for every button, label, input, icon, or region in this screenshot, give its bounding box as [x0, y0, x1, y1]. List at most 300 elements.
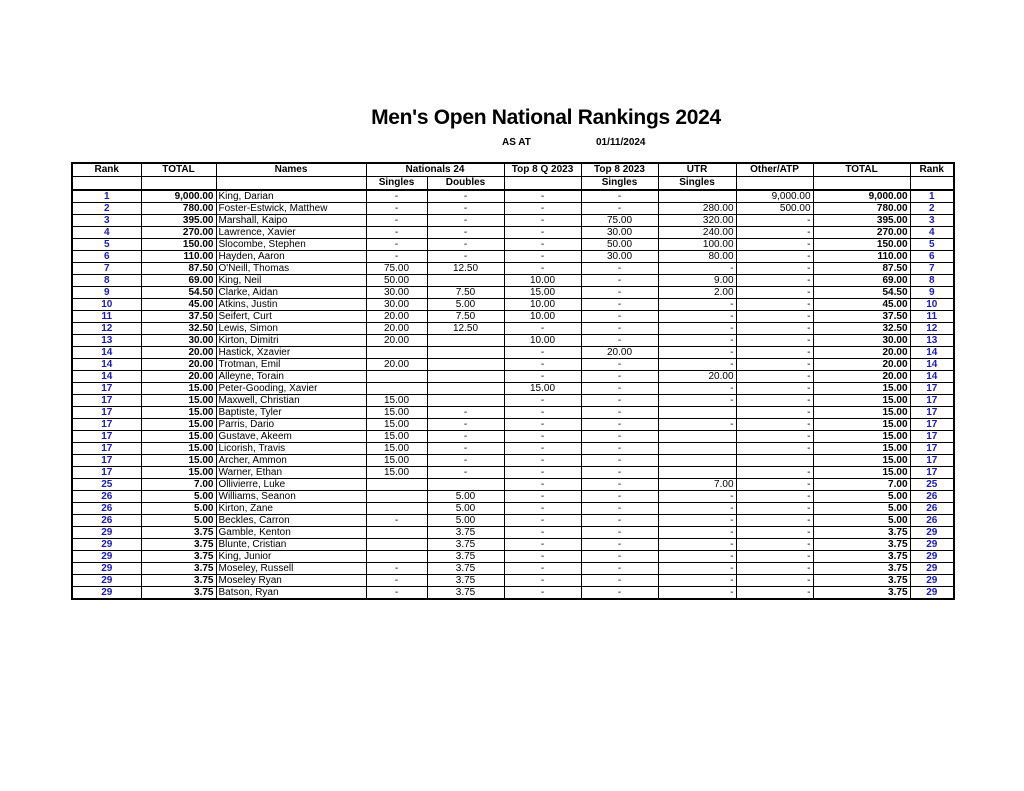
nat-doubles-cell: -: [427, 203, 504, 215]
nat-singles-cell: -: [366, 203, 427, 215]
rank-cell: 29: [72, 539, 141, 551]
top8-cell: 50.00: [581, 239, 658, 251]
total-cell: 45.00: [141, 299, 216, 311]
rank-cell: 17: [72, 419, 141, 431]
top8-cell: -: [581, 515, 658, 527]
rankings-table: [71, 162, 955, 600]
other-cell: -: [736, 263, 813, 275]
top8-cell: -: [581, 287, 658, 299]
top8q-cell: -: [504, 395, 581, 407]
total-2-cell: 87.50: [813, 263, 910, 275]
rank-cell: 11: [72, 311, 141, 323]
rank-2-cell: 14: [910, 371, 954, 383]
rank-2-cell: 1: [910, 190, 954, 203]
total-cell: 15.00: [141, 395, 216, 407]
total-cell: 3.75: [141, 539, 216, 551]
table-row: [72, 563, 954, 575]
top8q-cell: 15.00: [504, 383, 581, 395]
nat-doubles-cell: [427, 479, 504, 491]
nat-doubles-cell: -: [427, 419, 504, 431]
table-row: [72, 275, 954, 287]
other-cell: [736, 455, 813, 467]
rank-cell: 17: [72, 443, 141, 455]
top8-cell: -: [581, 455, 658, 467]
rank-2-cell: 17: [910, 431, 954, 443]
nat-singles-cell: [366, 539, 427, 551]
top8q-cell: -: [504, 239, 581, 251]
other-cell: -: [736, 419, 813, 431]
rank-cell: 25: [72, 479, 141, 491]
table-row: [72, 479, 954, 491]
rank-2-cell: 7: [910, 263, 954, 275]
utr-cell: 240.00: [658, 227, 736, 239]
utr-cell: [658, 455, 736, 467]
total-2-cell: 3.75: [813, 587, 910, 600]
rank-cell: 5: [72, 239, 141, 251]
header-total-2: TOTAL: [813, 163, 910, 177]
header-utr: UTR: [658, 163, 736, 177]
name-cell: Williams, Seanon: [216, 491, 366, 503]
utr-cell: -: [658, 587, 736, 600]
nat-singles-cell: [366, 527, 427, 539]
rank-cell: 6: [72, 251, 141, 263]
nat-singles-cell: 30.00: [366, 287, 427, 299]
other-cell: -: [736, 215, 813, 227]
top8-cell: -: [581, 395, 658, 407]
top8-cell: -: [581, 311, 658, 323]
other-cell: -: [736, 587, 813, 600]
rank-cell: 14: [72, 347, 141, 359]
name-cell: Atkins, Justin: [216, 299, 366, 311]
other-cell: -: [736, 563, 813, 575]
total-cell: 5.00: [141, 503, 216, 515]
nat-singles-cell: 20.00: [366, 323, 427, 335]
table-row: [72, 371, 954, 383]
top8q-cell: -: [504, 407, 581, 419]
top8q-cell: -: [504, 587, 581, 600]
nat-doubles-cell: 12.50: [427, 263, 504, 275]
page-title: Men's Open National Rankings 2024: [371, 106, 721, 129]
nat-doubles-cell: -: [427, 407, 504, 419]
total-2-cell: 5.00: [813, 503, 910, 515]
name-cell: Marshall, Kaipo: [216, 215, 366, 227]
table-row: [72, 467, 954, 479]
other-cell: -: [736, 299, 813, 311]
utr-cell: -: [658, 551, 736, 563]
rank-2-cell: 29: [910, 551, 954, 563]
top8-cell: -: [581, 359, 658, 371]
top8-cell: -: [581, 587, 658, 600]
name-cell: Moseley Ryan: [216, 575, 366, 587]
top8-cell: 30.00: [581, 227, 658, 239]
total-2-cell: 20.00: [813, 371, 910, 383]
top8q-cell: -: [504, 563, 581, 575]
utr-cell: [658, 431, 736, 443]
top8-cell: -: [581, 419, 658, 431]
nat-singles-cell: -: [366, 215, 427, 227]
name-cell: Lawrence, Xavier: [216, 227, 366, 239]
top8q-cell: -: [504, 215, 581, 227]
total-cell: 20.00: [141, 371, 216, 383]
nat-singles-cell: 15.00: [366, 419, 427, 431]
utr-cell: -: [658, 575, 736, 587]
rank-cell: 14: [72, 371, 141, 383]
top8q-cell: -: [504, 575, 581, 587]
utr-cell: -: [658, 515, 736, 527]
total-2-cell: 150.00: [813, 239, 910, 251]
utr-cell: [658, 443, 736, 455]
header-rank: Rank: [72, 163, 141, 177]
total-2-cell: 15.00: [813, 467, 910, 479]
top8q-cell: -: [504, 479, 581, 491]
top8-cell: -: [581, 203, 658, 215]
top8q-cell: -: [504, 419, 581, 431]
total-cell: 15.00: [141, 443, 216, 455]
nat-singles-cell: 50.00: [366, 275, 427, 287]
top8-cell: 30.00: [581, 251, 658, 263]
table-row: [72, 575, 954, 587]
subheader-top8-singles: Singles: [581, 177, 658, 191]
top8q-cell: -: [504, 263, 581, 275]
nat-doubles-cell: [427, 275, 504, 287]
nat-singles-cell: -: [366, 563, 427, 575]
top8q-cell: 10.00: [504, 311, 581, 323]
name-cell: Clarke, Aidan: [216, 287, 366, 299]
utr-cell: [658, 407, 736, 419]
other-cell: -: [736, 575, 813, 587]
nat-doubles-cell: 5.00: [427, 491, 504, 503]
nat-singles-cell: 15.00: [366, 467, 427, 479]
total-2-cell: 3.75: [813, 575, 910, 587]
nat-doubles-cell: [427, 383, 504, 395]
nat-doubles-cell: -: [427, 190, 504, 203]
total-2-cell: 15.00: [813, 407, 910, 419]
table-row: [72, 431, 954, 443]
subheader-row: [72, 177, 954, 191]
rank-2-cell: 17: [910, 383, 954, 395]
total-2-cell: 15.00: [813, 431, 910, 443]
rank-cell: 8: [72, 275, 141, 287]
top8-cell: -: [581, 467, 658, 479]
rank-cell: 29: [72, 551, 141, 563]
table-row: [72, 359, 954, 371]
top8q-cell: -: [504, 455, 581, 467]
rank-cell: 26: [72, 515, 141, 527]
rank-2-cell: 17: [910, 407, 954, 419]
nat-doubles-cell: -: [427, 239, 504, 251]
total-2-cell: 20.00: [813, 347, 910, 359]
total-2-cell: 3.75: [813, 539, 910, 551]
total-cell: 54.50: [141, 287, 216, 299]
header-names: Names: [216, 163, 366, 177]
utr-cell: -: [658, 383, 736, 395]
total-cell: 15.00: [141, 431, 216, 443]
name-cell: O'Neill, Thomas: [216, 263, 366, 275]
nat-singles-cell: 15.00: [366, 395, 427, 407]
name-cell: Warner, Ethan: [216, 467, 366, 479]
top8q-cell: 10.00: [504, 335, 581, 347]
top8q-cell: -: [504, 539, 581, 551]
rank-cell: 9: [72, 287, 141, 299]
rank-2-cell: 8: [910, 275, 954, 287]
top8-cell: -: [581, 299, 658, 311]
nat-doubles-cell: -: [427, 227, 504, 239]
table-row: [72, 215, 954, 227]
other-cell: -: [736, 491, 813, 503]
rank-cell: 14: [72, 359, 141, 371]
total-2-cell: 15.00: [813, 395, 910, 407]
nat-singles-cell: 20.00: [366, 311, 427, 323]
rank-cell: 17: [72, 383, 141, 395]
rank-cell: 1: [72, 190, 141, 203]
total-cell: 15.00: [141, 419, 216, 431]
name-cell: Parris, Dario: [216, 419, 366, 431]
nat-singles-cell: [366, 491, 427, 503]
total-2-cell: 37.50: [813, 311, 910, 323]
utr-cell: -: [658, 563, 736, 575]
rank-cell: 12: [72, 323, 141, 335]
rank-2-cell: 26: [910, 491, 954, 503]
nat-doubles-cell: [427, 335, 504, 347]
name-cell: Hastick, Xzavier: [216, 347, 366, 359]
rank-2-cell: 9: [910, 287, 954, 299]
nat-singles-cell: -: [366, 251, 427, 263]
top8-cell: -: [581, 431, 658, 443]
total-2-cell: 15.00: [813, 419, 910, 431]
total-cell: 7.00: [141, 479, 216, 491]
rank-2-cell: 29: [910, 539, 954, 551]
nat-singles-cell: -: [366, 239, 427, 251]
total-cell: 30.00: [141, 335, 216, 347]
utr-cell: -: [658, 311, 736, 323]
other-cell: -: [736, 371, 813, 383]
top8-cell: -: [581, 371, 658, 383]
utr-cell: -: [658, 299, 736, 311]
header-rank-2: Rank: [910, 163, 954, 177]
rank-2-cell: 11: [910, 311, 954, 323]
top8q-cell: 10.00: [504, 299, 581, 311]
total-cell: 20.00: [141, 359, 216, 371]
table-row: [72, 227, 954, 239]
top8-cell: -: [581, 539, 658, 551]
top8q-cell: -: [504, 551, 581, 563]
nat-doubles-cell: 5.00: [427, 515, 504, 527]
total-cell: 15.00: [141, 467, 216, 479]
top8q-cell: -: [504, 371, 581, 383]
top8q-cell: -: [504, 190, 581, 203]
total-cell: 87.50: [141, 263, 216, 275]
table-row: [72, 539, 954, 551]
nat-doubles-cell: 5.00: [427, 503, 504, 515]
name-cell: Peter-Gooding, Xavier: [216, 383, 366, 395]
other-cell: -: [736, 359, 813, 371]
top8q-cell: -: [504, 467, 581, 479]
nat-doubles-cell: -: [427, 251, 504, 263]
as-at-label: AS AT: [502, 137, 531, 148]
name-cell: Gamble, Kenton: [216, 527, 366, 539]
table-row: [72, 503, 954, 515]
table-row: [72, 587, 954, 600]
rank-2-cell: 10: [910, 299, 954, 311]
utr-cell: 280.00: [658, 203, 736, 215]
table-row: [72, 407, 954, 419]
name-cell: Lewis, Simon: [216, 323, 366, 335]
utr-cell: [658, 467, 736, 479]
total-cell: 3.75: [141, 587, 216, 600]
header-row: [72, 163, 954, 177]
top8q-cell: -: [504, 347, 581, 359]
rank-cell: 17: [72, 455, 141, 467]
nat-doubles-cell: [427, 347, 504, 359]
nat-singles-cell: -: [366, 227, 427, 239]
total-cell: 3.75: [141, 551, 216, 563]
nat-singles-cell: [366, 551, 427, 563]
table-row: [72, 287, 954, 299]
top8q-cell: -: [504, 503, 581, 515]
nat-doubles-cell: 3.75: [427, 539, 504, 551]
name-cell: Archer, Ammon: [216, 455, 366, 467]
name-cell: Baptiste, Tyler: [216, 407, 366, 419]
utr-cell: -: [658, 503, 736, 515]
rank-2-cell: 17: [910, 467, 954, 479]
top8-cell: 20.00: [581, 347, 658, 359]
nat-doubles-cell: -: [427, 443, 504, 455]
nat-singles-cell: [366, 383, 427, 395]
total-cell: 9,000.00: [141, 190, 216, 203]
table-row: [72, 395, 954, 407]
table-row: [72, 443, 954, 455]
top8q-cell: -: [504, 323, 581, 335]
top8q-cell: -: [504, 227, 581, 239]
nat-doubles-cell: 12.50: [427, 323, 504, 335]
nat-doubles-cell: [427, 395, 504, 407]
table-row: [72, 299, 954, 311]
other-cell: -: [736, 251, 813, 263]
nat-singles-cell: -: [366, 575, 427, 587]
rank-2-cell: 29: [910, 563, 954, 575]
total-cell: 270.00: [141, 227, 216, 239]
table-row: [72, 311, 954, 323]
nat-doubles-cell: 7.50: [427, 311, 504, 323]
nat-doubles-cell: -: [427, 431, 504, 443]
nat-doubles-cell: 3.75: [427, 587, 504, 600]
nat-doubles-cell: 3.75: [427, 575, 504, 587]
top8q-cell: -: [504, 203, 581, 215]
top8-cell: -: [581, 443, 658, 455]
total-2-cell: 20.00: [813, 359, 910, 371]
other-cell: -: [736, 515, 813, 527]
top8-cell: -: [581, 407, 658, 419]
rank-2-cell: 2: [910, 203, 954, 215]
name-cell: Ollivierre, Luke: [216, 479, 366, 491]
other-cell: -: [736, 335, 813, 347]
rank-2-cell: 29: [910, 527, 954, 539]
total-cell: 110.00: [141, 251, 216, 263]
nat-singles-cell: [366, 503, 427, 515]
utr-cell: -: [658, 335, 736, 347]
name-cell: Batson, Ryan: [216, 587, 366, 600]
nat-doubles-cell: [427, 359, 504, 371]
rank-cell: 10: [72, 299, 141, 311]
other-cell: -: [736, 431, 813, 443]
total-2-cell: 15.00: [813, 443, 910, 455]
utr-cell: -: [658, 359, 736, 371]
top8q-cell: 10.00: [504, 275, 581, 287]
total-cell: 3.75: [141, 563, 216, 575]
other-cell: -: [736, 407, 813, 419]
total-2-cell: 45.00: [813, 299, 910, 311]
total-2-cell: 270.00: [813, 227, 910, 239]
nat-singles-cell: [366, 371, 427, 383]
nat-singles-cell: 30.00: [366, 299, 427, 311]
top8-cell: -: [581, 491, 658, 503]
rank-cell: 29: [72, 575, 141, 587]
top8q-cell: -: [504, 251, 581, 263]
other-cell: -: [736, 479, 813, 491]
top8-cell: -: [581, 551, 658, 563]
nat-singles-cell: -: [366, 190, 427, 203]
top8q-cell: -: [504, 443, 581, 455]
rank-cell: 29: [72, 587, 141, 600]
name-cell: Alleyne, Torain: [216, 371, 366, 383]
utr-cell: 2.00: [658, 287, 736, 299]
top8-cell: -: [581, 383, 658, 395]
name-cell: Maxwell, Christian: [216, 395, 366, 407]
rank-2-cell: 26: [910, 515, 954, 527]
header-nationals: Nationals 24: [366, 163, 504, 177]
rank-2-cell: 29: [910, 575, 954, 587]
name-cell: Kirton, Dimitri: [216, 335, 366, 347]
utr-cell: 9.00: [658, 275, 736, 287]
subheader-utr-singles: Singles: [658, 177, 736, 191]
nat-singles-cell: -: [366, 515, 427, 527]
rank-2-cell: 25: [910, 479, 954, 491]
nat-doubles-cell: 5.00: [427, 299, 504, 311]
other-cell: -: [736, 539, 813, 551]
nat-doubles-cell: 3.75: [427, 563, 504, 575]
name-cell: Blunte, Cristian: [216, 539, 366, 551]
nat-singles-cell: [366, 479, 427, 491]
utr-cell: 320.00: [658, 215, 736, 227]
rank-cell: 7: [72, 263, 141, 275]
table-row: [72, 190, 954, 203]
other-cell: -: [736, 311, 813, 323]
other-cell: -: [736, 467, 813, 479]
header-top8q: Top 8 Q 2023: [504, 163, 581, 177]
total-cell: 3.75: [141, 575, 216, 587]
total-2-cell: 7.00: [813, 479, 910, 491]
name-cell: Licorish, Travis: [216, 443, 366, 455]
table-row: [72, 551, 954, 563]
table-row: [72, 251, 954, 263]
utr-cell: -: [658, 323, 736, 335]
nat-doubles-cell: 7.50: [427, 287, 504, 299]
table-row: [72, 527, 954, 539]
utr-cell: -: [658, 527, 736, 539]
header-top8: Top 8 2023: [581, 163, 658, 177]
rank-cell: 4: [72, 227, 141, 239]
rank-cell: 17: [72, 467, 141, 479]
total-2-cell: 3.75: [813, 551, 910, 563]
name-cell: Trotman, Emil: [216, 359, 366, 371]
as-at-date: 01/11/2024: [596, 137, 646, 148]
nat-doubles-cell: 3.75: [427, 527, 504, 539]
top8-cell: 75.00: [581, 215, 658, 227]
total-2-cell: 32.50: [813, 323, 910, 335]
other-cell: -: [736, 323, 813, 335]
nat-doubles-cell: 3.75: [427, 551, 504, 563]
rank-2-cell: 17: [910, 395, 954, 407]
